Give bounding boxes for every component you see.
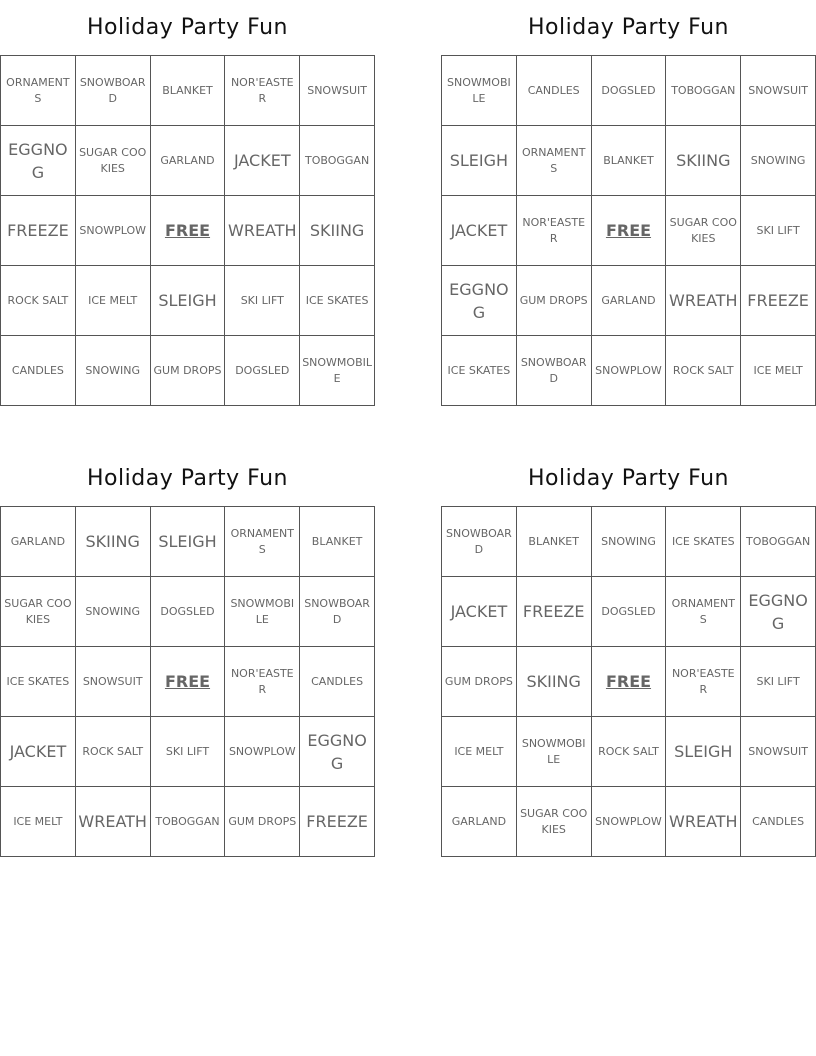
- card-title: Holiday Party Fun: [528, 15, 729, 40]
- bingo-cell: SNOWSUIT: [76, 647, 151, 717]
- bingo-cell: CANDLES: [741, 787, 816, 857]
- bingo-cell: SNOWBOARD: [442, 507, 517, 577]
- bingo-cell: SUGAR COOKIES: [76, 126, 151, 196]
- bingo-cell: DOGSLED: [151, 577, 226, 647]
- bingo-cell: SLEIGH: [666, 717, 741, 787]
- bingo-cell: SNOWMOBILE: [300, 336, 375, 406]
- bingo-cell: EGGNOG: [741, 577, 816, 647]
- bingo-cell: TOBOGGAN: [300, 126, 375, 196]
- bingo-cell: JACKET: [442, 577, 517, 647]
- bingo-cell: EGGNOG: [300, 717, 375, 787]
- bingo-cell: SKIING: [76, 507, 151, 577]
- bingo-cell: GARLAND: [1, 507, 76, 577]
- bingo-cell: WREATH: [666, 787, 741, 857]
- bingo-cell: ROCK SALT: [76, 717, 151, 787]
- card-title: Holiday Party Fun: [87, 15, 288, 40]
- bingo-cell: ICE MELT: [76, 266, 151, 336]
- bingo-cell: FREEZE: [1, 196, 76, 266]
- bingo-cell: SNOWMOBILE: [442, 56, 517, 126]
- free-space-cell: FREE: [592, 647, 667, 717]
- bingo-cell: SNOWPLOW: [225, 717, 300, 787]
- bingo-cell: BLANKET: [151, 56, 226, 126]
- bingo-cell: ORNAMENTS: [1, 56, 76, 126]
- bingo-cell: WREATH: [225, 196, 300, 266]
- bingo-cell: SNOWING: [76, 577, 151, 647]
- bingo-cell: BLANKET: [592, 126, 667, 196]
- bingo-cell: DOGSLED: [592, 56, 667, 126]
- bingo-cell: SNOWBOARD: [300, 577, 375, 647]
- bingo-cell: FREEZE: [300, 787, 375, 857]
- bingo-cell: SNOWING: [741, 126, 816, 196]
- bingo-card-1: [0, 0, 375, 406]
- bingo-cell: ORNAMENTS: [666, 577, 741, 647]
- bingo-cell: GUM DROPS: [225, 787, 300, 857]
- bingo-cell: GUM DROPS: [151, 336, 226, 406]
- bingo-cell: ICE SKATES: [300, 266, 375, 336]
- bingo-cell: SNOWPLOW: [592, 336, 667, 406]
- bingo-cell: GARLAND: [151, 126, 226, 196]
- bingo-cell: GUM DROPS: [517, 266, 592, 336]
- bingo-cell: ICE SKATES: [442, 336, 517, 406]
- bingo-cell: SNOWPLOW: [592, 787, 667, 857]
- bingo-cell: ICE MELT: [442, 717, 517, 787]
- bingo-cell: EGGNOG: [442, 266, 517, 336]
- bingo-cell: DOGSLED: [225, 336, 300, 406]
- bingo-cell: CANDLES: [517, 56, 592, 126]
- bingo-cell: SLEIGH: [151, 507, 226, 577]
- card-title: Holiday Party Fun: [528, 466, 729, 491]
- card-title: Holiday Party Fun: [87, 466, 288, 491]
- bingo-cell: SUGAR COOKIES: [517, 787, 592, 857]
- bingo-cell: SKI LIFT: [151, 717, 226, 787]
- bingo-cell: NOR'EASTER: [666, 647, 741, 717]
- bingo-cell: NOR'EASTER: [225, 56, 300, 126]
- bingo-cell: BLANKET: [300, 507, 375, 577]
- bingo-cell: TOBOGGAN: [151, 787, 226, 857]
- bingo-cell: SNOWSUIT: [741, 56, 816, 126]
- bingo-cell: SNOWBOARD: [76, 56, 151, 126]
- bingo-cell: SKIING: [300, 196, 375, 266]
- bingo-cell: NOR'EASTER: [517, 196, 592, 266]
- bingo-cell: GARLAND: [592, 266, 667, 336]
- bingo-cell: ICE SKATES: [1, 647, 76, 717]
- bingo-cell: SKI LIFT: [225, 266, 300, 336]
- bingo-cell: ORNAMENTS: [225, 507, 300, 577]
- bingo-cell: SKIING: [666, 126, 741, 196]
- bingo-cell: SNOWBOARD: [517, 336, 592, 406]
- bingo-cell: ICE SKATES: [666, 507, 741, 577]
- bingo-cell: SKI LIFT: [741, 196, 816, 266]
- bingo-card-2: [441, 0, 816, 406]
- bingo-cell: SKIING: [517, 647, 592, 717]
- bingo-cell: JACKET: [1, 717, 76, 787]
- bingo-cell: SNOWSUIT: [741, 717, 816, 787]
- bingo-cell: SNOWMOBILE: [225, 577, 300, 647]
- bingo-cell: GUM DROPS: [442, 647, 517, 717]
- bingo-cell: EGGNOG: [1, 126, 76, 196]
- bingo-cell: JACKET: [442, 196, 517, 266]
- bingo-cell: SNOWSUIT: [300, 56, 375, 126]
- bingo-cell: ORNAMENTS: [517, 126, 592, 196]
- bingo-cell: SKI LIFT: [741, 647, 816, 717]
- bingo-cell: BLANKET: [517, 507, 592, 577]
- bingo-card-3: [0, 451, 375, 857]
- bingo-cell: DOGSLED: [592, 577, 667, 647]
- bingo-cell: WREATH: [76, 787, 151, 857]
- bingo-cell: TOBOGGAN: [666, 56, 741, 126]
- bingo-cell: SNOWING: [76, 336, 151, 406]
- bingo-cell: ROCK SALT: [666, 336, 741, 406]
- bingo-cell: FREEZE: [517, 577, 592, 647]
- bingo-cell: SNOWING: [592, 507, 667, 577]
- bingo-cell: SUGAR COOKIES: [1, 577, 76, 647]
- free-space-cell: FREE: [151, 647, 226, 717]
- bingo-cell: SNOWPLOW: [76, 196, 151, 266]
- bingo-cell: FREEZE: [741, 266, 816, 336]
- bingo-grid: [441, 55, 816, 406]
- bingo-grid: [0, 55, 375, 406]
- bingo-cell: GARLAND: [442, 787, 517, 857]
- bingo-cell: CANDLES: [300, 647, 375, 717]
- bingo-cell: SLEIGH: [151, 266, 226, 336]
- bingo-cell: WREATH: [666, 266, 741, 336]
- bingo-cell: ICE MELT: [1, 787, 76, 857]
- free-space-cell: FREE: [592, 196, 667, 266]
- bingo-cell: CANDLES: [1, 336, 76, 406]
- bingo-cell: NOR'EASTER: [225, 647, 300, 717]
- bingo-cell: SNOWMOBILE: [517, 717, 592, 787]
- bingo-grid: [0, 506, 375, 857]
- bingo-grid: [441, 506, 816, 857]
- bingo-card-4: [441, 451, 816, 857]
- bingo-cell: TOBOGGAN: [741, 507, 816, 577]
- bingo-cell: ROCK SALT: [1, 266, 76, 336]
- bingo-cell: ROCK SALT: [592, 717, 667, 787]
- bingo-cell: SUGAR COOKIES: [666, 196, 741, 266]
- bingo-cell: ICE MELT: [741, 336, 816, 406]
- bingo-cell: SLEIGH: [442, 126, 517, 196]
- free-space-cell: FREE: [151, 196, 226, 266]
- bingo-cell: JACKET: [225, 126, 300, 196]
